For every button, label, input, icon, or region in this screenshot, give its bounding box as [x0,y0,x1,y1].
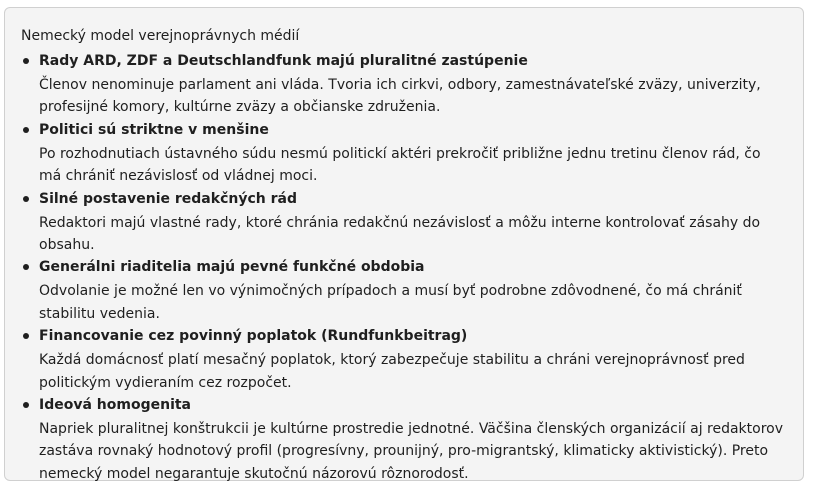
bullet-list [21,51,785,485]
list-item-text: Odvolanie je možné len vo výnimočných prípadoch a musí byť podrobne zdôvodnené, čo má chrániť stabilitu vedenia. [39,283,742,322]
card-title: Nemecký model verejnoprávnych médií [21,28,300,44]
bullet-icon [23,264,29,270]
list-item-heading: Financovanie cez povinný poplatok (Rundfunkbeitrag) [39,328,468,345]
list-item-heading: Politici sú striktne v menšine [39,121,269,138]
bullet-icon [23,402,29,408]
list-item-heading: Ideová homogenita [39,397,192,414]
list-item [21,120,785,188]
bullet-icon [23,196,29,202]
list-item-text: Každá domácnosť platí mesačný poplatok, ktorý zabezpečuje stabilitu a chráni verejnoprávnosť pred politickým vydieraním cez rozpočet. [39,352,745,391]
list-item-heading: Rady ARD, ZDF a Deutschlandfunk majú pluralitné zastúpenie [39,53,528,69]
list-item [21,51,785,119]
list-item [21,326,785,394]
list-item-text: Po rozhodnutiach ústavného súdu nesmú politickí aktéri prekročiť približne jednu tretinu členov rád, čo má chrániť nezávislosť od vládnej moci. [39,145,761,185]
list-item-heading: Silné postavenie redakčných rád [39,190,297,207]
bullet-icon [23,127,29,133]
content-card [4,7,804,481]
bullet-icon [23,333,29,339]
list-item [21,257,785,325]
list-item-text: Napriek pluralitnej konštrukcii je kultúrne prostredie jednotné. Väčšina členských organizácií aj redaktorov zastáva rovnaký hodnotový profil (progresívny, prounijný, pro-migrantský, klimaticky aktivistický). Preto nemecký model negarantuje skutočnú názorovú rôznorodosť. [39,421,784,482]
list-item-heading: Generálni riaditelia majú pevné funkčné obdobia [39,259,425,276]
list-item-text: Redaktori majú vlastné rady, ktoré chránia redakčnú nezávislosť a môžu interne kontrolovať zásahy do obsahu. [39,214,761,254]
bullet-icon [23,58,29,64]
list-item-text: Členov nenominuje parlament ani vláda. Tvoria ich cirkvi, odbory, zamestnávateľské zväzy, univerzity, profesijné komory, kultúrne zväzy a občianske združenia. [39,77,761,116]
list-item [21,189,785,257]
list-item [21,395,785,485]
